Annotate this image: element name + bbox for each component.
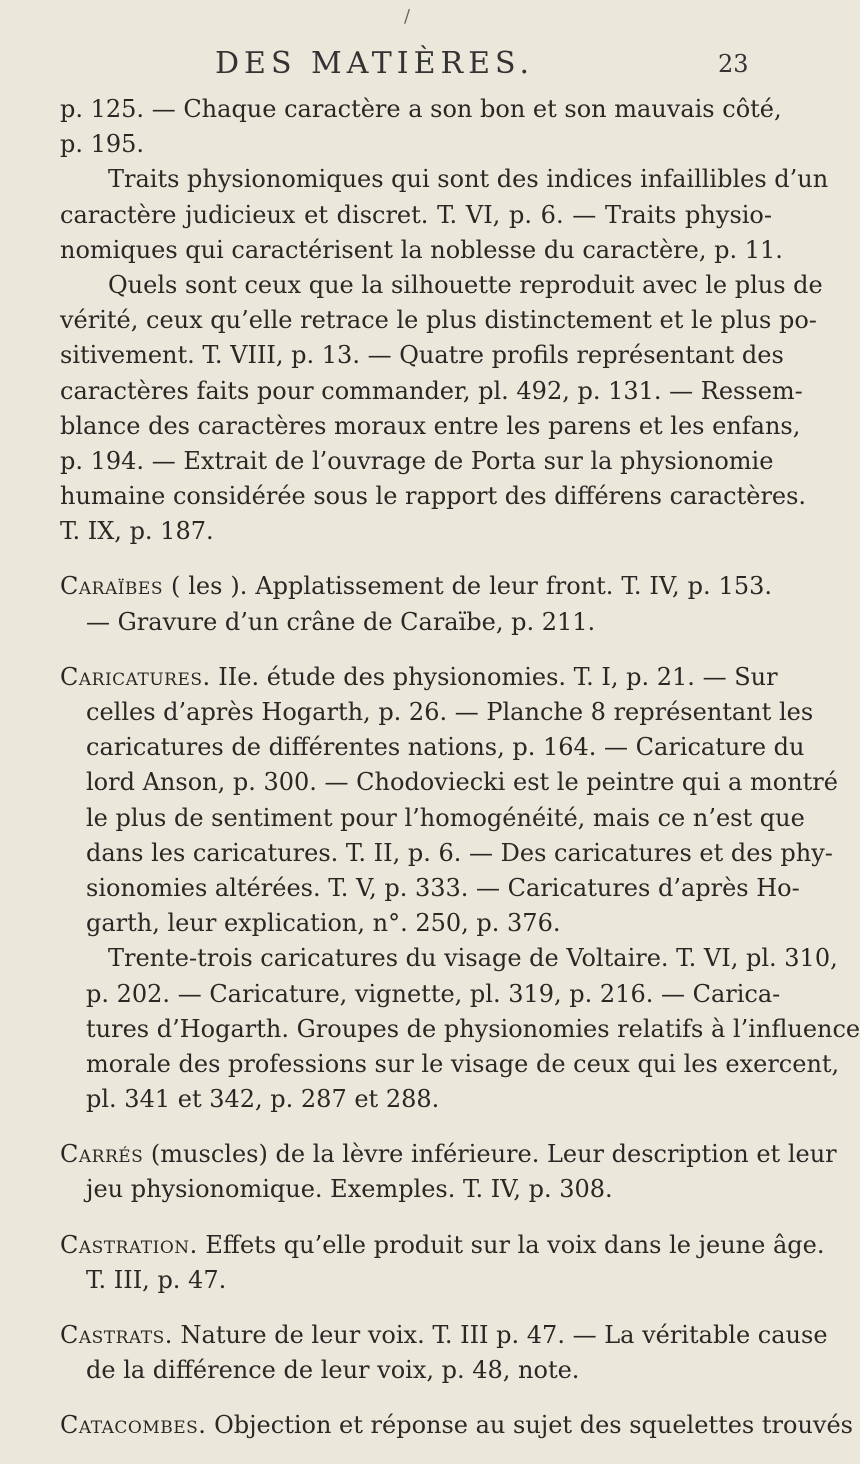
entry-line	[60, 660, 778, 695]
entry-line: p. 202. — Caricature, vignette, pl. 319, p. 216. — Carica-	[86, 979, 781, 1008]
entry-line: sitivement. T. VIII, p. 13. — Quatre profils représentant des	[60, 341, 784, 370]
entry-line: Traits physionomiques qui sont des indices infaillibles d’un	[108, 165, 829, 194]
entry-line: sionomies altérées. T. V, p. 333. — Caricatures d’après Ho-	[86, 873, 800, 902]
entry-line: vérité, ceux qu’elle retrace le plus distinctement et le plus po-	[60, 306, 817, 335]
index-entry-castrats	[60, 1318, 828, 1388]
entry-head: Castration.	[60, 1230, 198, 1259]
entry-line	[60, 1137, 837, 1172]
entry-line: garth, leur explication, n°. 250, p. 376.	[86, 909, 561, 938]
entry-text: ( les ). Applatissement de leur front. T. IV, p. 153.	[162, 572, 772, 601]
entry-line	[60, 1318, 828, 1353]
top-mark: /	[404, 6, 411, 27]
index-body	[60, 92, 860, 1464]
entry-head: Catacombes.	[60, 1411, 207, 1440]
entry-line: caractères faits pour commander, pl. 492, p. 131. — Ressem-	[60, 376, 803, 405]
entry-line: p. 195.	[60, 130, 145, 159]
entry-line: tures d’Hogarth. Groupes de physionomies relatifs à l’influence	[86, 1014, 860, 1043]
entry-line: le plus de sentiment pour l’homogénéité, mais ce n’est que	[86, 803, 805, 832]
entry-line	[60, 1408, 853, 1443]
entry-line: jeu physionomique. Exemples. T. IV, p. 308.	[86, 1175, 613, 1204]
page-number: 23	[718, 50, 749, 78]
entry-head: Castrats.	[60, 1321, 173, 1349]
entry-line: Trente-trois caricatures du visage de Voltaire. T. VI, pl. 310,	[108, 944, 838, 973]
entry-line: blance des caractères moraux entre les parens et les enfans,	[60, 411, 801, 440]
entry-line: dans les caricatures. T. II, p. 6. — Des caricatures et des phy-	[86, 838, 833, 867]
entry-text: Effets qu’elle produit sur la voix dans le jeune âge.	[197, 1230, 825, 1259]
entry-line: T. IX, p. 187.	[60, 517, 214, 546]
entry-line: p. 125. — Chaque caractère a son bon et son mauvais côté,	[60, 95, 782, 123]
index-entry-caricatures	[60, 660, 860, 1117]
index-entry-caraibes	[60, 569, 772, 639]
entry-line: Quels sont ceux que la silhouette reproduit avec le plus de	[108, 270, 823, 299]
entry-line: p. 194. — Extrait de l’ouvrage de Porta sur la physionomie	[60, 446, 774, 475]
entry-line: humaine considérée sous le rapport des différens caractères.	[60, 482, 807, 511]
running-title: DES MATIÈRES.	[215, 46, 535, 81]
entry-line: nomiques qui caractérisent la noblesse du caractère, p. 11.	[60, 235, 783, 264]
page-header	[0, 46, 801, 82]
entry-head: Carrés	[60, 1140, 144, 1169]
entry-text: Nature de leur voix. T. III p. 47. — La véritable cause	[172, 1321, 828, 1349]
index-entry-caractere	[60, 92, 829, 549]
entry-line: pl. 341 et 342, p. 287 et 288.	[86, 1085, 440, 1114]
entry-line	[60, 1228, 825, 1263]
entry-line: de la différence de leur voix, p. 48, note.	[86, 1356, 580, 1385]
entry-line: caractère judicieux et discret. T. VI, p. 6. — Traits physio-	[60, 200, 772, 229]
entry-text: (muscles) de la lèvre inférieure. Leur description et leur	[143, 1140, 837, 1169]
index-entry-carres	[60, 1137, 837, 1207]
index-entry-catacombes	[60, 1408, 853, 1443]
entry-line: lord Anson, p. 300. — Chodoviecki est le peintre qui a montré	[86, 768, 838, 797]
entry-head: Caricatures.	[60, 662, 211, 691]
entry-line: — Gravure d’un crâne de Caraïbe, p. 211.	[86, 607, 596, 636]
entry-text: Objection et réponse au sujet des squelettes trouvés	[206, 1411, 853, 1440]
index-entry-castration	[60, 1228, 825, 1298]
entry-text: IIe. étude des physionomies. T. I, p. 21. — Sur	[210, 662, 778, 691]
entry-line: morale des professions sur le visage de ceux qui les exercent,	[86, 1049, 840, 1078]
entry-head: Caraïbes	[60, 572, 163, 601]
entry-line: celles d’après Hogarth, p. 26. — Planche 8 représentant les	[86, 698, 814, 726]
entry-line	[60, 569, 772, 604]
entry-line: T. III, p. 47.	[86, 1265, 227, 1294]
entry-line: caricatures de différentes nations, p. 164. — Caricature du	[86, 733, 805, 762]
